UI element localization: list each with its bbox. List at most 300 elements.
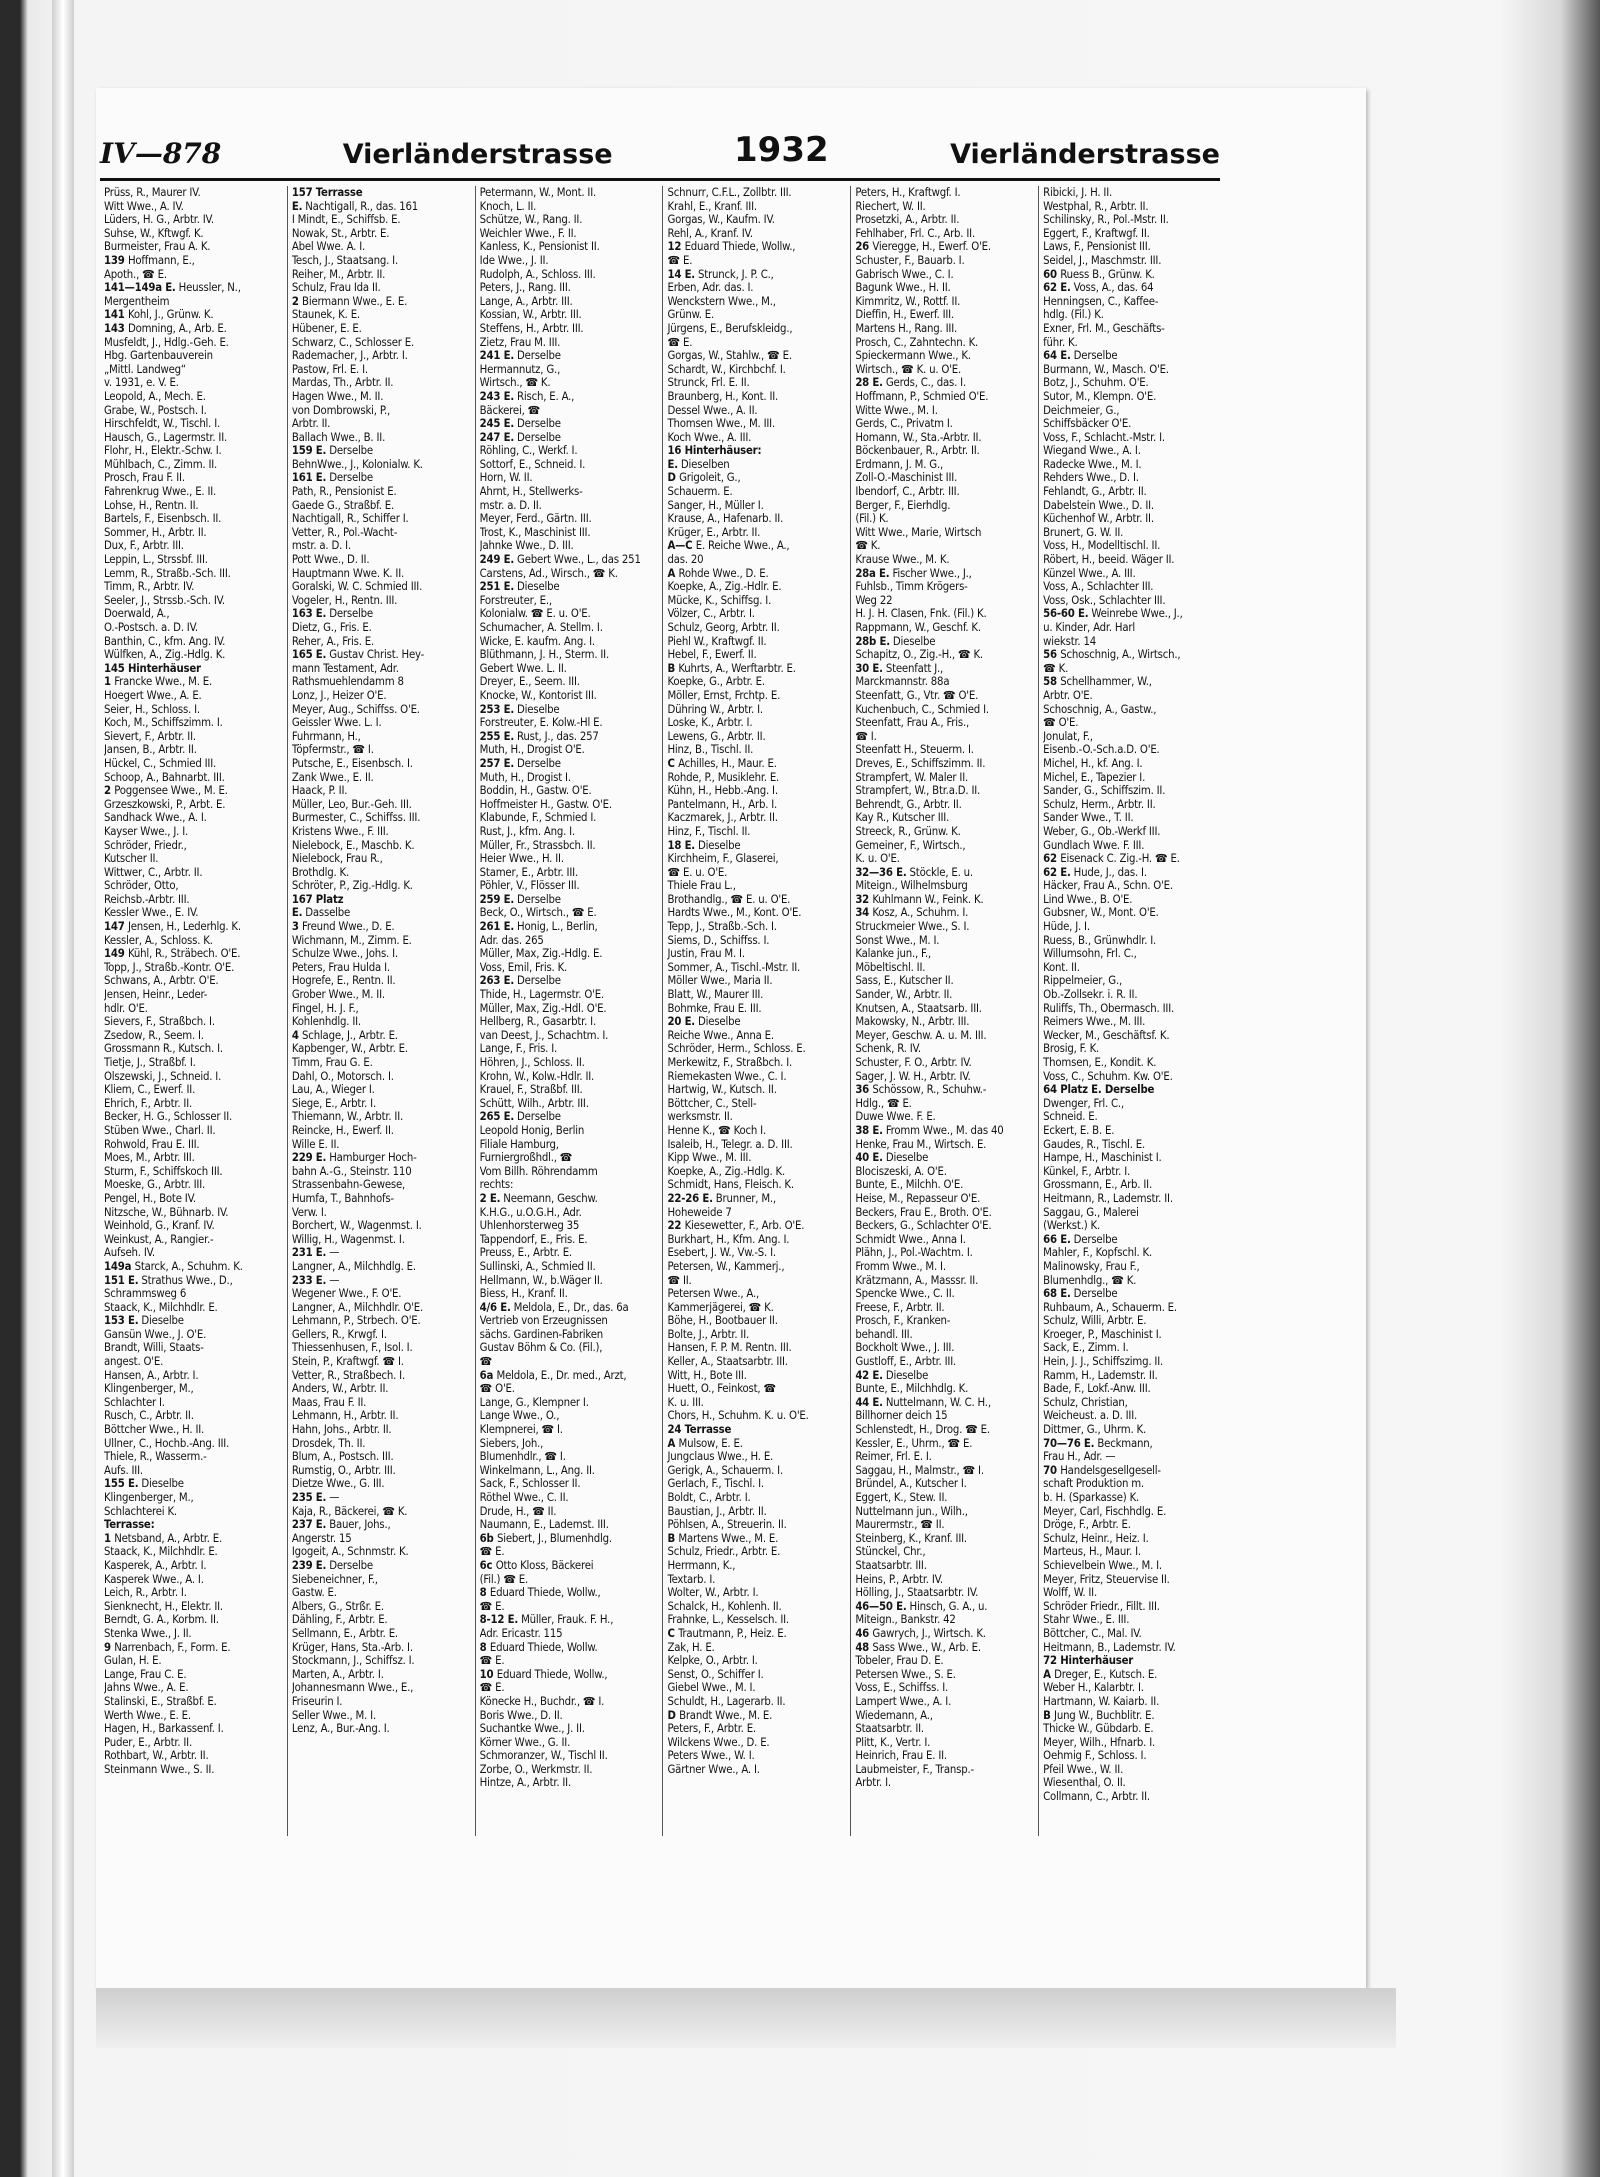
directory-entry: Reimers Wwe., M. III. — [1043, 1015, 1146, 1029]
directory-entry: Voss, C., Schuhm. Kw. O'E. — [1043, 1069, 1173, 1083]
directory-entry: Meyer, Fritz, Steuervise II. — [1043, 1572, 1170, 1586]
directory-entry: Eisenb.-O.-Sch.a.D. O'E. — [1043, 743, 1160, 757]
directory-entry: Kammerjägerei, ☎ K. — [667, 1300, 774, 1314]
directory-entry: Friseurin I. — [291, 1694, 343, 1708]
directory-entry: Ullner, C., Hochb.-Ang. III. — [104, 1436, 230, 1450]
directory-entry: Dux, F., Arbtr. III. — [104, 539, 184, 553]
directory-entry: Kapbenger, W., Arbtr. E. — [291, 1042, 408, 1056]
directory-entry: Strassenbahn-Gewese, — [291, 1178, 406, 1192]
directory-entry: Krauel, F., Straßbf. III. — [479, 1083, 583, 1097]
directory-entry: Nuttelmann jun., Wilh., — [855, 1504, 968, 1518]
directory-entry: 62 E. Voss, A., das. 64 — [1043, 281, 1154, 295]
directory-entry: Thicke W., Gübdarb. E. — [1043, 1722, 1154, 1736]
directory-entry: Hartwig, W., Kutsch. II. — [667, 1083, 777, 1097]
column-2 — [287, 186, 469, 1836]
directory-entry: 265 E. Derselbe — [479, 1110, 561, 1124]
directory-entry: Grabe, W., Postsch. I. — [104, 403, 207, 417]
page-bottom-edge — [96, 1988, 1396, 2048]
directory-entry: Willig, H., Wagenmst. I. — [291, 1232, 405, 1246]
directory-entry: (Fil.) K. — [855, 512, 889, 526]
directory-entry: Stockmann, J., Schiffsz. I. — [291, 1654, 415, 1668]
directory-entry: Boddin, H., Gastw. O'E. — [479, 784, 592, 798]
directory-entry: Kimmritz, W., Rottf. II. — [855, 294, 961, 308]
directory-entry: 8 Eduard Thiede, Wollw. — [479, 1640, 598, 1654]
directory-entry: Gebert Wwe. L. II. — [479, 661, 567, 675]
directory-entry: Böttcher Wwe., H. II. — [104, 1423, 205, 1437]
directory-entry: Grober Wwe., M. II. — [291, 988, 385, 1002]
directory-entry: Miteign., Wilhelmsburg — [855, 879, 968, 893]
directory-entry: Schütt, Wilh., Arbtr. III. — [479, 1096, 589, 1110]
directory-entry: Küchenhof W., Arbtr. II. — [1043, 512, 1154, 526]
directory-entry: Beckers, G., Schlachter O'E. — [855, 1219, 992, 1233]
directory-entry: Lange, A., Arbtr. III. — [479, 294, 573, 308]
directory-entry: Wille E. II. — [291, 1137, 340, 1151]
directory-entry: Topp, J., Straßb.-Kontr. O'E. — [104, 960, 235, 974]
directory-entry: das. 20 — [667, 553, 704, 567]
directory-entry: Oehmig F., Schloss. I. — [1043, 1749, 1147, 1763]
directory-entry: Bunte, E., Milchhdlg. K. — [855, 1382, 969, 1396]
directory-entry: Knoch, L. II. — [479, 199, 537, 213]
directory-entry: Kont. II. — [1043, 960, 1080, 974]
directory-entry: Wirtsch., ☎ K. — [479, 376, 551, 390]
directory-entry: Wolter, W., Arbtr. I. — [667, 1586, 759, 1600]
year: 1932 — [734, 130, 829, 170]
directory-entry: Malinowsky, Frau F., — [1043, 1259, 1140, 1273]
directory-entry: Schwans, A., Arbtr. O'E. — [104, 974, 219, 988]
directory-entry: Vetter, R., Straßbech. I. — [291, 1368, 406, 1382]
directory-entry: 151 E. Strathus Wwe., D., — [104, 1273, 233, 1287]
directory-entry: Hellmann, W., b.Wäger II. — [479, 1273, 603, 1287]
directory-entry: Eggert, F., Kraftwgf. II. — [1043, 226, 1150, 240]
directory-entry: rechts: — [479, 1178, 514, 1192]
directory-entry: Weichler Wwe., F. II. — [479, 226, 577, 240]
directory-entry: Laubmeister, F., Transp.- — [855, 1762, 974, 1776]
directory-entry: Albers, G., Strßr. E. — [291, 1599, 384, 1613]
directory-entry: Maurermstr., ☎ II. — [855, 1518, 945, 1532]
directory-entry: Henke, Frau M., Wirtsch. E. — [855, 1137, 987, 1151]
directory-entry: Bartels, F., Eisenbsch. II. — [104, 512, 222, 526]
directory-entry: 40 E. Dieselbe — [855, 1151, 929, 1165]
directory-entry: Lehmann, P., Strbech. O'E. — [291, 1314, 421, 1328]
directory-entry: K. u. III. — [667, 1395, 704, 1409]
directory-entry: Collmann, C., Arbtr. II. — [1043, 1790, 1150, 1804]
street-title-left: Vierländerstrasse — [342, 139, 613, 170]
directory-entry: Krahl, E., Kranf. III. — [667, 199, 757, 213]
directory-entry: Gaudes, R., Tischl. E. — [1043, 1137, 1146, 1151]
directory-entry: 4/6 E. Meldola, E., Dr., das. 6a — [479, 1300, 629, 1314]
directory-entry: Igogeit, A., Schnmstr. K. — [291, 1545, 409, 1559]
directory-entry: Werth Wwe., E. E. — [104, 1708, 191, 1722]
directory-entry: Siems, D., Schiffss. I. — [667, 933, 770, 947]
directory-entry: Sander, W., Arbtr. II. — [855, 988, 953, 1002]
directory-entry: 60 Ruess B., Grünw. K. — [1043, 267, 1155, 281]
directory-entry: Saggau, H., Malmstr., ☎ I. — [855, 1463, 984, 1477]
directory-entry: Brosig, F. K. — [1043, 1042, 1100, 1056]
directory-entry: Leopold Honig, Berlin — [479, 1123, 585, 1137]
directory-entry: Braunberg, H., Kont. II. — [667, 389, 779, 403]
directory-entry: Nachtigall, R., Schiffer I. — [291, 512, 409, 526]
directory-entry: Grünw. E. — [667, 308, 714, 322]
directory-entry: Reiher, M., Arbtr. II. — [291, 267, 386, 281]
directory-entry: Stahr Wwe., E. III. — [1043, 1613, 1130, 1627]
directory-entry: 261 E. Honig, L., Berlin, — [479, 920, 598, 934]
directory-entry: Pott Wwe., D. II. — [291, 553, 370, 567]
directory-entry: Rehders Wwe., D. I. — [1043, 471, 1139, 485]
directory-entry: Tepp, J., Straßb.-Sch. I. — [667, 920, 777, 934]
directory-entry: Böckenbauer, R., Arbtr. II. — [855, 444, 980, 458]
directory-entry: Verw. I. — [291, 1205, 327, 1219]
directory-entry: Hoffmeister H., Gastw. O'E. — [479, 797, 612, 811]
directory-entry: Arbtr. O'E. — [1043, 688, 1093, 702]
directory-entry: Gaede G., Straßbf. E. — [291, 498, 395, 512]
directory-entry: Peters, F., Arbtr. E. — [667, 1722, 756, 1736]
directory-entry: Thiele Frau L., — [667, 879, 736, 893]
directory-entry: Blociszeski, A. O'E. — [855, 1164, 947, 1178]
directory-entry: Pfeil Wwe., W. II. — [1043, 1762, 1124, 1776]
directory-entry: Meyer, Carl, Fischhdlg. E. — [1043, 1504, 1167, 1518]
directory-entry: Banthin, C., kfm. Ang. IV. — [104, 634, 226, 648]
directory-entry: Frahnke, L., Kesselsch. II. — [667, 1613, 789, 1627]
directory-entry: Sander, G., Schiffszim. II. — [1043, 784, 1166, 798]
directory-entry: 46—50 E. Hinsch, G. A., u. — [855, 1599, 988, 1613]
directory-entry: 245 E. Derselbe — [479, 417, 561, 431]
directory-entry: 229 E. Hamburger Hoch- — [291, 1151, 417, 1165]
directory-entry: Künkel, F., Arbtr. I. — [1043, 1164, 1131, 1178]
directory-entry: Sonst Wwe., M. I. — [855, 933, 940, 947]
directory-entry: Kipp Wwe., M. III. — [667, 1151, 752, 1165]
directory-entry: Hartmann, W. Kaiarb. II. — [1043, 1694, 1160, 1708]
directory-entry: Vertrieb von Erzeugnissen — [479, 1314, 608, 1328]
directory-entry: Rathsmuehlendamm 8 — [291, 675, 404, 689]
directory-entry: Dähling, F., Arbtr. E. — [291, 1613, 388, 1627]
directory-entry: B Martens Wwe., M. E. — [667, 1531, 779, 1545]
directory-entry: hdlg. (Fil.) K. — [1043, 308, 1104, 322]
directory-entry: Heinrich, Frau E. II. — [855, 1749, 947, 1763]
directory-entry: Leppin, L., Strssbf. III. — [104, 553, 208, 567]
directory-entry: Strampfert, W., Btr.a.D. II. — [855, 784, 981, 798]
directory-entry: Apoth., ☎ E. — [104, 267, 167, 281]
directory-entry: Blumenhdlg., ☎ K. — [1043, 1273, 1137, 1287]
directory-entry: Giebel Wwe., M. I. — [667, 1681, 756, 1695]
directory-entry: Schlachter I. — [104, 1395, 165, 1409]
directory-entry: Jungclaus Wwe., H. E. — [667, 1450, 774, 1464]
directory-entry: Haack, P. II. — [291, 784, 348, 798]
directory-entry: Textarb. I. — [667, 1572, 716, 1586]
directory-entry: Prosetzki, A., Arbtr. II. — [855, 213, 960, 227]
directory-entry: Sommer, A., Tischl.-Mstr. II. — [667, 960, 801, 974]
directory-entry: Marteus, H., Maur. I. — [1043, 1545, 1141, 1559]
directory-entry: Timm, Frau G. E. — [291, 1056, 373, 1069]
directory-entry: A Rohde Wwe., D. E. — [667, 566, 769, 580]
directory-entry: Kroeger, P., Maschinist I. — [1043, 1327, 1162, 1341]
directory-entry: Prosch, Frau F. II. — [104, 471, 185, 485]
directory-entry: (Werkst.) K. — [1043, 1219, 1100, 1233]
directory-entry: Weinkust, A., Rangier.- — [104, 1232, 214, 1246]
directory-entry: bahn A.-G., Steinstr. 110 — [291, 1164, 412, 1178]
directory-entry: Hückel, C., Schmied III. — [104, 756, 217, 770]
directory-entry: von Dombrowski, P., — [291, 403, 391, 417]
directory-entry: Deichmeier, G., — [1043, 403, 1120, 417]
directory-entry: Brandt, Willi, Staats- — [104, 1341, 204, 1355]
directory-entry: Schwarz, C., Schlosser E. — [291, 335, 415, 349]
directory-entry: Erben, Adr. das. I. — [667, 281, 754, 295]
directory-entry: Schröter, P., Zig.-Hdlg. K. — [291, 879, 413, 893]
directory-entry: ☎ II. — [667, 1273, 692, 1287]
directory-entry: Hellberg, R., Gasarbtr. I. — [479, 1015, 596, 1029]
directory-entry: Nitzsche, W., Bühnarb. IV. — [104, 1205, 229, 1219]
directory-entry: 153 E. Dieselbe — [104, 1314, 184, 1328]
directory-entry: Timm, R., Arbtr. IV. — [104, 580, 195, 594]
directory-entry: Steinberg, K., Kranf. III. — [855, 1531, 967, 1545]
directory-entry: Arbtr. I. — [855, 1776, 891, 1790]
directory-entry: Staatsarbtr. II. — [855, 1722, 924, 1736]
directory-entry: 32—36 E. Stöckle, E. u. — [855, 865, 973, 879]
directory-entry: Prosch, C., Zahntechn. K. — [855, 335, 979, 349]
directory-entry: Riechert, W. II. — [855, 199, 926, 213]
directory-entry: Makowsky, N., Arbtr. III. — [855, 1015, 970, 1029]
directory-entry: Krätzmann, A., Masssr. II. — [855, 1273, 979, 1287]
directory-entry: E. Dieselben — [667, 457, 730, 471]
directory-entry: Schapitz, O., Zig.-H., ☎ K. — [855, 648, 983, 662]
directory-entry: 2 Biermann Wwe., E. E. — [291, 294, 408, 308]
directory-entry: Moeske, G., Arbtr. III. — [104, 1178, 206, 1192]
directory-entry: 257 E. Derselbe — [479, 756, 561, 770]
directory-entry: Heise, M., Repasseur O'E. — [855, 1191, 981, 1205]
directory-entry: Schmidt Wwe., Anna I. — [855, 1232, 966, 1246]
directory-entry: Reiche Wwe., Anna E. — [667, 1028, 774, 1042]
directory-entry: wiekstr. 14 — [1043, 634, 1097, 648]
directory-entry: 24 Terrasse — [667, 1423, 732, 1437]
directory-entry: Häcker, Frau A., Schn. O'E. — [1043, 879, 1173, 893]
directory-entry: Lange Wwe., O., — [479, 1409, 560, 1423]
directory-entry: Dahl, O., Motorsch. I. — [291, 1069, 394, 1083]
directory-entry: Peters, Frau Hulda I. — [291, 960, 390, 974]
directory-entry: Boldt, C., Arbtr. I. — [667, 1491, 751, 1504]
directory-entry: Strampfert, W. Maler II. — [855, 770, 969, 784]
directory-entry: Klingenberger, M., — [104, 1491, 194, 1504]
directory-entry: Thide, H., Lagermstr. O'E. — [479, 988, 605, 1002]
directory-entry: 34 Kosz, A., Schuhm. I. — [855, 906, 969, 920]
directory-entry: 159 E. Derselbe — [291, 444, 373, 458]
directory-entry: Steinmann Wwe., S. II. — [104, 1762, 215, 1776]
directory-entry: A Dreger, E., Kutsch. E. — [1043, 1667, 1158, 1681]
directory-entry: Freese, F., Arbtr. II. — [855, 1300, 945, 1314]
directory-entry: mstr. a. D. I. — [291, 539, 351, 553]
directory-entry: Schulz, Friedr., Arbtr. E. — [667, 1545, 781, 1559]
directory-entry: 165 E. Gustav Christ. Hey- — [291, 648, 425, 662]
directory-entry: Heitmann, B., Lademstr. IV. — [1043, 1640, 1176, 1654]
directory-entry: Röhling, C., Werkf. I. — [479, 444, 578, 458]
directory-entry: Puder, E., Arbtr. II. — [104, 1735, 192, 1749]
directory-entry: 38 E. Fromm Wwe., M. das 40 — [855, 1123, 1004, 1137]
directory-entry: Hoegert Wwe., A. E. — [104, 688, 202, 702]
directory-entry: Marckmannstr. 88a — [855, 675, 950, 689]
directory-entry: 8 Eduard Thiede, Wollw., — [479, 1586, 601, 1600]
directory-entry: Leopold, A., Mech. E. — [104, 389, 206, 403]
directory-entry: Thiele, R., Wasserm.- — [104, 1450, 207, 1464]
directory-entry: Ide Wwe., J. II. — [479, 253, 549, 267]
directory-entry: Lonz, J., Heizer O'E. — [291, 688, 387, 702]
page-number: IV—878 — [100, 137, 222, 170]
directory-entry: Botz, J., Schuhm. O'E. — [1043, 376, 1149, 390]
directory-entry: Schröder, Herm., Schloss. E. — [667, 1042, 806, 1056]
directory-entry: Sack, F., Schlosser II. — [479, 1477, 581, 1491]
directory-entry: Voss, Emil, Fris. K. — [479, 960, 568, 974]
directory-entry: Rothbart, W., Arbtr. II. — [104, 1749, 209, 1763]
directory-entry: Keller, A., Staatsarbtr. III. — [667, 1355, 788, 1369]
directory-entry: Heins, P., Arbtr. IV. — [855, 1572, 943, 1586]
directory-entry: 161 E. Derselbe — [291, 471, 373, 485]
directory-entry: Doerwald, A., — [104, 607, 170, 621]
directory-entry: Chors, H., Schuhm. K. u. O'E. — [667, 1409, 809, 1423]
directory-entry: Lind Wwe., B. O'E. — [1043, 892, 1133, 906]
directory-entry: Hinz, B., Tischl. II. — [667, 743, 754, 757]
directory-entry: Möbeltischl. II. — [855, 960, 926, 974]
directory-entry: Carstens, Ad., Wirsch., ☎ K. — [479, 566, 618, 580]
directory-entry: Röbert, H., beeid. Wäger II. — [1043, 553, 1175, 567]
directory-entry: Uhlenhorsterweg 35 — [479, 1219, 580, 1233]
directory-entry: Blatt, W., Maurer III. — [667, 988, 764, 1002]
directory-entry: Hintze, A., Arbtr. II. — [479, 1776, 571, 1790]
directory-entry: Kayser Wwe., J. I. — [104, 824, 189, 838]
directory-entry: Michel, H., kf. Ang. I. — [1043, 756, 1143, 770]
directory-entry: Stein, P., Kraftwgf. ☎ I. — [291, 1355, 404, 1369]
directory-entry: Steenfatt, G., Vtr. ☎ O'E. — [855, 688, 979, 702]
directory-entry: Schiffsbäcker O'E. — [1043, 417, 1132, 431]
directory-entry: Klingenberger, M., — [104, 1382, 194, 1396]
directory-entry: Gemeiner, F., Wirtsch., — [855, 838, 966, 852]
directory-entry: Staunek, K. E. — [291, 308, 360, 322]
directory-entry: Schrammsweg 6 — [104, 1287, 187, 1301]
directory-entry: Schröder Friedr., Fillt. III. — [1043, 1599, 1160, 1613]
directory-entry: Lüders, H. G., Arbtr. IV. — [104, 213, 214, 227]
directory-entry: Tesch, J., Staatsang. I. — [291, 253, 398, 267]
directory-entry: Sottorf, E., Schneid. I. — [479, 457, 586, 471]
directory-entry: I Mindt, E., Schiffsb. E. — [291, 213, 401, 227]
directory-entry: Prüss, R., Maurer IV. — [104, 186, 201, 199]
column-4 — [662, 186, 844, 1836]
directory-entry: Horn, W. II. — [479, 471, 533, 485]
directory-entry: Brunert, G. W. II. — [1043, 525, 1124, 539]
directory-entry: Merkewitz, F., Straßbch. I. — [667, 1056, 793, 1069]
directory-entry: O.-Postsch. a. D. IV. — [104, 621, 198, 634]
directory-entry: Gellers, R., Krwgf. I. — [291, 1327, 387, 1341]
directory-entry: 253 E. Dieselbe — [479, 702, 560, 716]
directory-entry: Wiegand Wwe., A. I. — [1043, 444, 1141, 458]
directory-entry: E. Dasselbe — [291, 906, 351, 920]
directory-entry: Dessel Wwe., A. II. — [667, 403, 758, 417]
directory-entry: Kay R., Kutscher III. — [855, 811, 950, 825]
directory-entry: Spieckermann Wwe., K. — [855, 349, 971, 363]
directory-entry: Hoheweide 7 — [667, 1205, 732, 1219]
directory-entry: C Achilles, H., Maur. E. — [667, 756, 777, 770]
directory-entry: Mardas, Th., Arbtr. II. — [291, 376, 394, 390]
directory-entry: Suhse, W., Kftwgf. K. — [104, 226, 204, 240]
directory-entry: Ramm, H., Lademstr. II. — [1043, 1368, 1158, 1382]
directory-entry: 44 E. Nuttelmann, W. C. H., — [855, 1395, 991, 1409]
directory-entry: ☎ O'E. — [1043, 716, 1079, 730]
directory-entry: ☎ E. — [479, 1599, 505, 1613]
directory-entry: Heier Wwe., H. II. — [479, 852, 564, 866]
directory-entry: Mücke, K., Schiffsg. I. — [667, 593, 772, 607]
directory-entry: ☎ E. — [479, 1681, 505, 1695]
directory-entry: Schenk, R. IV. — [855, 1042, 921, 1056]
directory-entry: Gärtner Wwe., A. I. — [667, 1762, 760, 1776]
directory-entry: 58 Schellhammer, W., — [1043, 675, 1152, 689]
directory-entry: Sack, E., Zimm. I. — [1043, 1341, 1129, 1355]
directory-entry: Gabrisch Wwe., C. I. — [855, 267, 954, 281]
directory-entry: Weinhold, G., Kranf. IV. — [104, 1219, 215, 1233]
directory-entry: Gulan, H. E. — [104, 1654, 162, 1668]
directory-entry: Hirschfeldt, W., Tischl. I. — [104, 417, 221, 431]
directory-entry: Krohn, W., Kolw.-Hdlr. II. — [479, 1069, 595, 1083]
directory-entry: Hahn, Johs., Arbtr. II. — [291, 1423, 392, 1437]
directory-entry: 9 Narrenbach, F., Form. E. — [104, 1640, 231, 1654]
directory-entry: Gerds, C., Privatm I. — [855, 417, 953, 431]
directory-entry: Grossmann, E., Arb. II. — [1043, 1178, 1152, 1192]
directory-entry: Sager, J. W. H., Arbtr. IV. — [855, 1069, 971, 1083]
directory-entry: Kessler, E., Uhrm., ☎ E. — [855, 1436, 973, 1450]
directory-entry: Reincke, H., Ewerf. II. — [291, 1123, 394, 1137]
column-1 — [100, 186, 281, 1836]
directory-entry: Preuss, E., Arbtr. E. — [479, 1246, 572, 1260]
directory-entry: Wilckens Wwe., D. E. — [667, 1735, 770, 1749]
directory-entry: Fuhlsb., Timm Krögers- — [855, 580, 968, 594]
directory-entry: Brothdlg. K. — [291, 865, 350, 879]
directory-entry: Kelpke, O., Arbtr. I. — [667, 1654, 758, 1668]
directory-entry: Lemm, R., Straßb.-Sch. III. — [104, 566, 231, 580]
directory-entry: Sanger, H., Müller I. — [667, 498, 764, 512]
directory-entry: Gerigk, A., Schauerm. I. — [667, 1463, 784, 1477]
directory-entry: Bunte, E., Milchh. O'E. — [855, 1178, 964, 1192]
directory-entry: Nowak, St., Arbtr. E. — [291, 226, 390, 240]
directory-entry: Wülfken, A., Zig.-Hdlg. K. — [104, 648, 226, 662]
directory-entry: Adr. Ericastr. 115 — [479, 1626, 563, 1640]
directory-entry: Sandhack Wwe., A. I. — [104, 811, 207, 825]
directory-entry: ☎ E. u. O'E. — [667, 865, 728, 879]
directory-entry: Fahrenkrug Wwe., E. II. — [104, 485, 217, 499]
directory-entry: 30 E. Steenfatt J., — [855, 661, 944, 675]
directory-entry: Gerlach, F., Tischl. I. — [667, 1477, 764, 1491]
directory-entry: Rehl, A., Kranf. IV. — [667, 226, 753, 240]
directory-entry: 68 E. Derselbe — [1043, 1287, 1118, 1301]
directory-entry: Lange, G., Klempner I. — [479, 1395, 589, 1409]
directory-entry: (Fil.) ☎ E. — [479, 1572, 529, 1586]
directory-entry: Struckmeier Wwe., S. I. — [855, 920, 970, 934]
directory-entry: Vogeler, H., Rentn. III. — [291, 593, 398, 607]
directory-entry: Duwe Wwe. F. E. — [855, 1110, 936, 1124]
directory-entry: Weber H., Kalarbtr. I. — [1043, 1681, 1144, 1695]
directory-entry: Langner, A., Milchhdlr. O'E. — [291, 1300, 423, 1314]
directory-entry: Dühring W., Arbtr. I. — [667, 702, 763, 716]
directory-entry: Westphal, R., Arbtr. II. — [1043, 199, 1149, 213]
directory-entry: H. J. H. Clasen, Fnk. (Fil.) K. — [855, 607, 987, 621]
directory-entry: Meyer, Ferd., Gärtn. III. — [479, 512, 592, 526]
directory-entry: Ballach Wwe., B. II. — [291, 430, 386, 444]
column-3 — [475, 186, 657, 1836]
directory-entry: Wecker, M., Geschäftsf. K. — [1043, 1028, 1170, 1042]
directory-entry: Burmeister, Frau A. K. — [104, 240, 211, 254]
directory-entry: BehnWwe., J., Kolonialw. K. — [291, 457, 423, 471]
directory-entry: 2 Poggensee Wwe., M. E. — [104, 784, 228, 798]
directory-entry: Biess, H., Kranf. II. — [479, 1287, 568, 1301]
directory-entry: Burkhart, H., Kfm. Ang. I. — [667, 1232, 790, 1246]
directory-entry: Staack, K., Milchhdlr. E. — [104, 1545, 218, 1559]
directory-entry: Röthel Wwe., C. II. — [479, 1491, 569, 1504]
directory-entry: Gundlach Wwe. F. III. — [1043, 838, 1145, 852]
directory-entry: Lewens, G., Arbtr. II. — [667, 729, 766, 743]
directory-entry: Weber, G., Ob.-Werkf III. — [1043, 824, 1161, 838]
